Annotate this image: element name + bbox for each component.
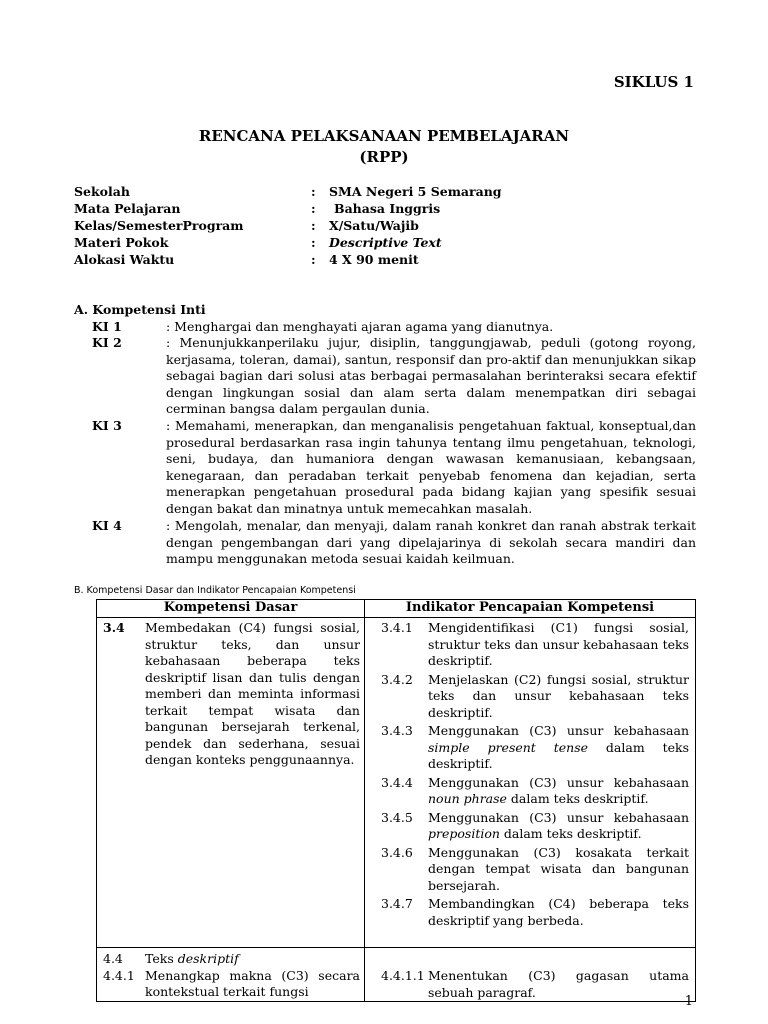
indicator-number: 3.4.7 (381, 896, 413, 911)
indicator-term: preposition (428, 826, 500, 841)
kd-cell (97, 948, 365, 1002)
indicator-text-part: Menjelaskan (C2) fungsi sosial, struktur teks dan unsur kebahasaan teks deskriptif. (428, 671, 689, 720)
kd-sub-number: 4.4.1 (103, 967, 135, 983)
kd-sub-text: Menangkap makna (C3) secara kontekstual terkait fungsi (145, 967, 360, 999)
identity-value: Bahasa Inggris (334, 201, 441, 216)
ki-label: KI 1 (92, 319, 122, 334)
kd-text (145, 951, 360, 968)
indicator-item (365, 968, 695, 1001)
indicator-cell (365, 618, 696, 948)
identity-value: 4 X 90 menit (329, 252, 419, 267)
identity-colon: : (311, 235, 316, 250)
identity-colon: : (311, 218, 316, 233)
indicator-text: Menentukan (C3) gagasan utama sebuah paragraf. (428, 968, 689, 1000)
indicator-item (365, 810, 695, 843)
identity-label: Mata Pelajaran (74, 201, 181, 216)
ki-text: : Mengolah, menalar, dan menyaji, dalam ranah konkret dan ranah abstrak terkait dengan pengembangan dari yang dipelajarinya di sekolah secara mandiri dan mampu menggunakan metoda sesuai kaidah keilmuan. (166, 518, 696, 566)
competency-table (96, 599, 696, 1002)
indicator-text-part: dalam teks deskriptif. (506, 791, 649, 806)
kd-text: Membedakan (C4) fungsi sosial, struktur teks, dan unsur kebahasaan beberapa teks deskriptif lisan dan tulis dengan memberi dan meminta informasi terkait tempat wisata dan bangunan bersejarah terkenal, pendek dan sederhana, sesuai dengan konteks penggunaannya. (145, 620, 360, 767)
table-row (97, 948, 696, 1002)
indicator-text (428, 672, 689, 722)
indicator-cell (365, 948, 696, 1002)
kd-cell (97, 618, 365, 948)
indicator-text-part: Membandingkan (C4) beberapa teks deskriptif yang berbeda. (428, 896, 689, 928)
indicator-text (428, 896, 689, 929)
document-title: RENCANA PELAKSANAAN PEMBELAJARAN (198, 127, 570, 145)
ki-text: : Memahami, menerapkan, dan menganalisis pengetahuan faktual, konseptual,dan prosedural berdasarkan rasa ingin tahunya tentang ilmu pengetahuan, teknologi, seni, budaya, dan humaniora dengan wawasan kemanusiaan, kebangsaan, kenegaraan, dan peradaban terkait penyebab fenomena dan kejadian, serta menerapkan pengetahuan prosedural pada bidang kajian yang spesifik sesuai dengan bakat dan minatnya untuk memecahkan masalah. (166, 418, 696, 516)
indicator-text (428, 845, 689, 895)
indicator-item (365, 896, 695, 929)
indicator-item (365, 775, 695, 808)
ki-text: : Menghargai dan menghayati ajaran agama yang dianutnya. (166, 319, 554, 334)
identity-label: Sekolah (74, 184, 130, 199)
column-header-kd: Kompetensi Dasar (97, 600, 365, 618)
kd-number: 3.4 (103, 620, 125, 635)
kd-term: deskriptif (177, 951, 239, 966)
indicator-number: 3.4.3 (381, 723, 413, 738)
ki-label: KI 2 (92, 335, 122, 350)
ki-label: KI 3 (92, 418, 122, 433)
indicator-text (428, 775, 689, 808)
ki-text: : Menunjukkanperilaku jujur, disiplin, tanggungjawab, peduli (gotong royong, kerjasama, toleran, damai), santun, responsif dan pro-aktif dan menunjukkan sikap sebagai bagian dari solusi atas berbagai permasalahan berinteraksi secara efektif dengan lingkungan sosial dan alam serta dalam menempatkan diri sebagai cerminan bangsa dalam pergaulan dunia. (166, 335, 696, 416)
identity-value: SMA Negeri 5 Semarang (329, 184, 502, 199)
indicator-text (428, 620, 689, 670)
indicator-text (428, 723, 689, 773)
identity-value: X/Satu/Wajib (329, 218, 419, 233)
identity-label: Alokasi Waktu (74, 252, 175, 267)
document-subtitle: (RPP) (359, 148, 409, 166)
kd-item (97, 948, 364, 968)
identity-value: Descriptive Text (329, 235, 442, 250)
identity-colon: : (311, 201, 316, 216)
indicator-term: simple present tense (428, 739, 589, 755)
ki-label: KI 4 (92, 518, 122, 533)
section-a-heading: A. Kompetensi Inti (74, 302, 206, 317)
identity-colon: : (311, 184, 316, 199)
page-number: 1 (684, 994, 693, 1009)
kd-number: 4.4 (103, 951, 123, 966)
indicator-number: 3.4.2 (381, 671, 413, 687)
kd-item (97, 618, 364, 769)
cycle-label: SIKLUS 1 (613, 73, 694, 91)
indicator-text-part: Menggunakan (C3) unsur kebahasaan (428, 723, 689, 738)
table-header-row (97, 600, 696, 618)
indicator-number: 3.4.1 (381, 620, 413, 635)
indicator-item (365, 672, 695, 722)
indicator-text-part: Menggunakan (C3) unsur kebahasaan (428, 774, 689, 790)
kd-text-part: Teks (145, 951, 178, 966)
indicator-number: 3.4.6 (381, 844, 413, 860)
indicator-item (365, 723, 695, 773)
indicator-text-part: Mengidentifikasi (C1) fungsi sosial, struktur teks dan unsur kebahasaan teks deskriptif. (428, 620, 689, 668)
indicator-number: 3.4.5 (381, 809, 413, 825)
indicator-item (365, 845, 695, 895)
identity-label: Kelas/SemesterProgram (74, 218, 244, 233)
table-row (97, 618, 696, 948)
indicator-text-part: dalam teks deskriptif. (499, 826, 642, 841)
indicator-text-part: Menggunakan (C3) unsur kebahasaan (428, 809, 689, 825)
indicator-term: noun phrase (428, 791, 507, 806)
indicator-number: 4.4.1.1 (381, 968, 425, 983)
section-b-heading: B. Kompetensi Dasar dan Indikator Pencapaian Kompetensi (74, 585, 356, 596)
column-header-indicator: Indikator Pencapaian Kompetensi (365, 600, 696, 618)
indicator-text-part: dalam teks deskriptif. (428, 739, 689, 771)
indicator-text-part: Menggunakan (C3) kosakata terkait dengan tempat wisata dan bangunan bersejarah. (428, 844, 689, 893)
indicator-number: 3.4.4 (381, 774, 413, 790)
indicator-text (428, 810, 689, 843)
identity-label: Materi Pokok (74, 235, 169, 250)
indicator-item (365, 620, 695, 670)
kd-sub-item (97, 968, 364, 1001)
identity-colon: : (311, 252, 316, 267)
